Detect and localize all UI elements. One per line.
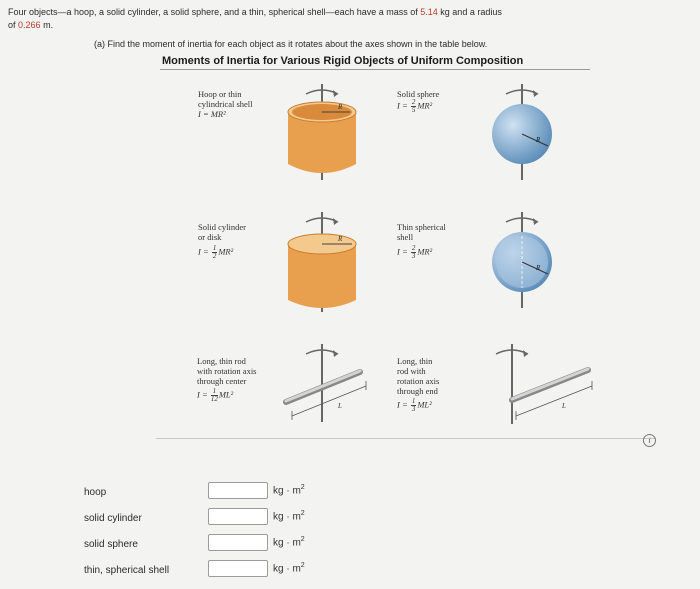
svg-text:R: R bbox=[338, 235, 343, 243]
solid-cylinder-unit: kg · $m^2$ bbox=[273, 510, 305, 523]
radius-prefix: of bbox=[8, 20, 16, 30]
row-label-thin-spherical-shell: thin, spherical shell bbox=[84, 565, 170, 576]
thin-spherical-shell-answer-input[interactable] bbox=[208, 560, 268, 577]
info-icon[interactable]: i bbox=[643, 434, 656, 447]
table-title: Moments of Inertia for Various Rigid Objects of Uniform Composition bbox=[162, 55, 524, 67]
rod-end-caption: Long, thin rod with rotation axis through end I = $\frac{1}{3}$ ML² bbox=[397, 356, 440, 413]
radius-value: 0.266 bbox=[18, 20, 41, 30]
rod-end-figure bbox=[490, 344, 594, 426]
row-label-solid-cylinder: solid cylinder bbox=[84, 513, 142, 524]
solid-cylinder-figure bbox=[284, 212, 364, 318]
hoop-answer-input[interactable] bbox=[208, 482, 268, 499]
solid-cylinder-answer-input[interactable] bbox=[208, 508, 268, 525]
svg-text:L: L bbox=[338, 402, 342, 410]
title-rule bbox=[160, 69, 590, 70]
solid-sphere-unit: kg · $m^2$ bbox=[273, 536, 305, 549]
rod-center-figure bbox=[282, 344, 374, 424]
radius-unit: m. bbox=[43, 20, 54, 30]
row-label-solid-sphere: solid sphere bbox=[84, 539, 138, 550]
svg-text:L: L bbox=[562, 402, 566, 410]
rod-center-caption: Long, thin rod with rotation axis through center I = $\frac{1}{12}$ ML² bbox=[197, 356, 257, 403]
hoop-figure bbox=[284, 84, 364, 184]
hoop-unit: kg · $m^2$ bbox=[273, 484, 305, 497]
mass-unit: kg and a radius bbox=[440, 7, 502, 17]
problem-text: Four objects—a hoop, a solid cylinder, a solid sphere, and a thin, spherical shell—each have a mass of bbox=[8, 7, 418, 17]
spherical-shell-figure bbox=[490, 212, 560, 312]
mass-value: 5.14 bbox=[420, 7, 438, 17]
svg-text:R: R bbox=[338, 103, 343, 111]
sphere-caption: Solid sphere I = $\frac{2}{5}$ MR² bbox=[397, 89, 440, 114]
section-divider bbox=[156, 438, 656, 439]
solid-sphere-answer-input[interactable] bbox=[208, 534, 268, 551]
solid-sphere-figure bbox=[490, 84, 560, 184]
question-a: (a) Find the moment of inertia for each object as it rotates about the axes shown in the table below. bbox=[94, 39, 488, 49]
svg-text:R: R bbox=[536, 136, 541, 144]
hoop-caption: Hoop or thin cylindrical shell I = MR² bbox=[198, 89, 253, 119]
problem-statement bbox=[8, 6, 692, 32]
thin-spherical-shell-unit: kg · $m^2$ bbox=[273, 562, 305, 575]
shell-caption: Thin spherical shell I = $\frac{2}{3}$ MR² bbox=[397, 222, 446, 260]
svg-text:R: R bbox=[536, 264, 541, 272]
cylinder-caption: Solid cylinder or disk I = $\frac{1}{2}$ MR² bbox=[198, 222, 246, 260]
row-label-hoop: hoop bbox=[84, 487, 107, 498]
